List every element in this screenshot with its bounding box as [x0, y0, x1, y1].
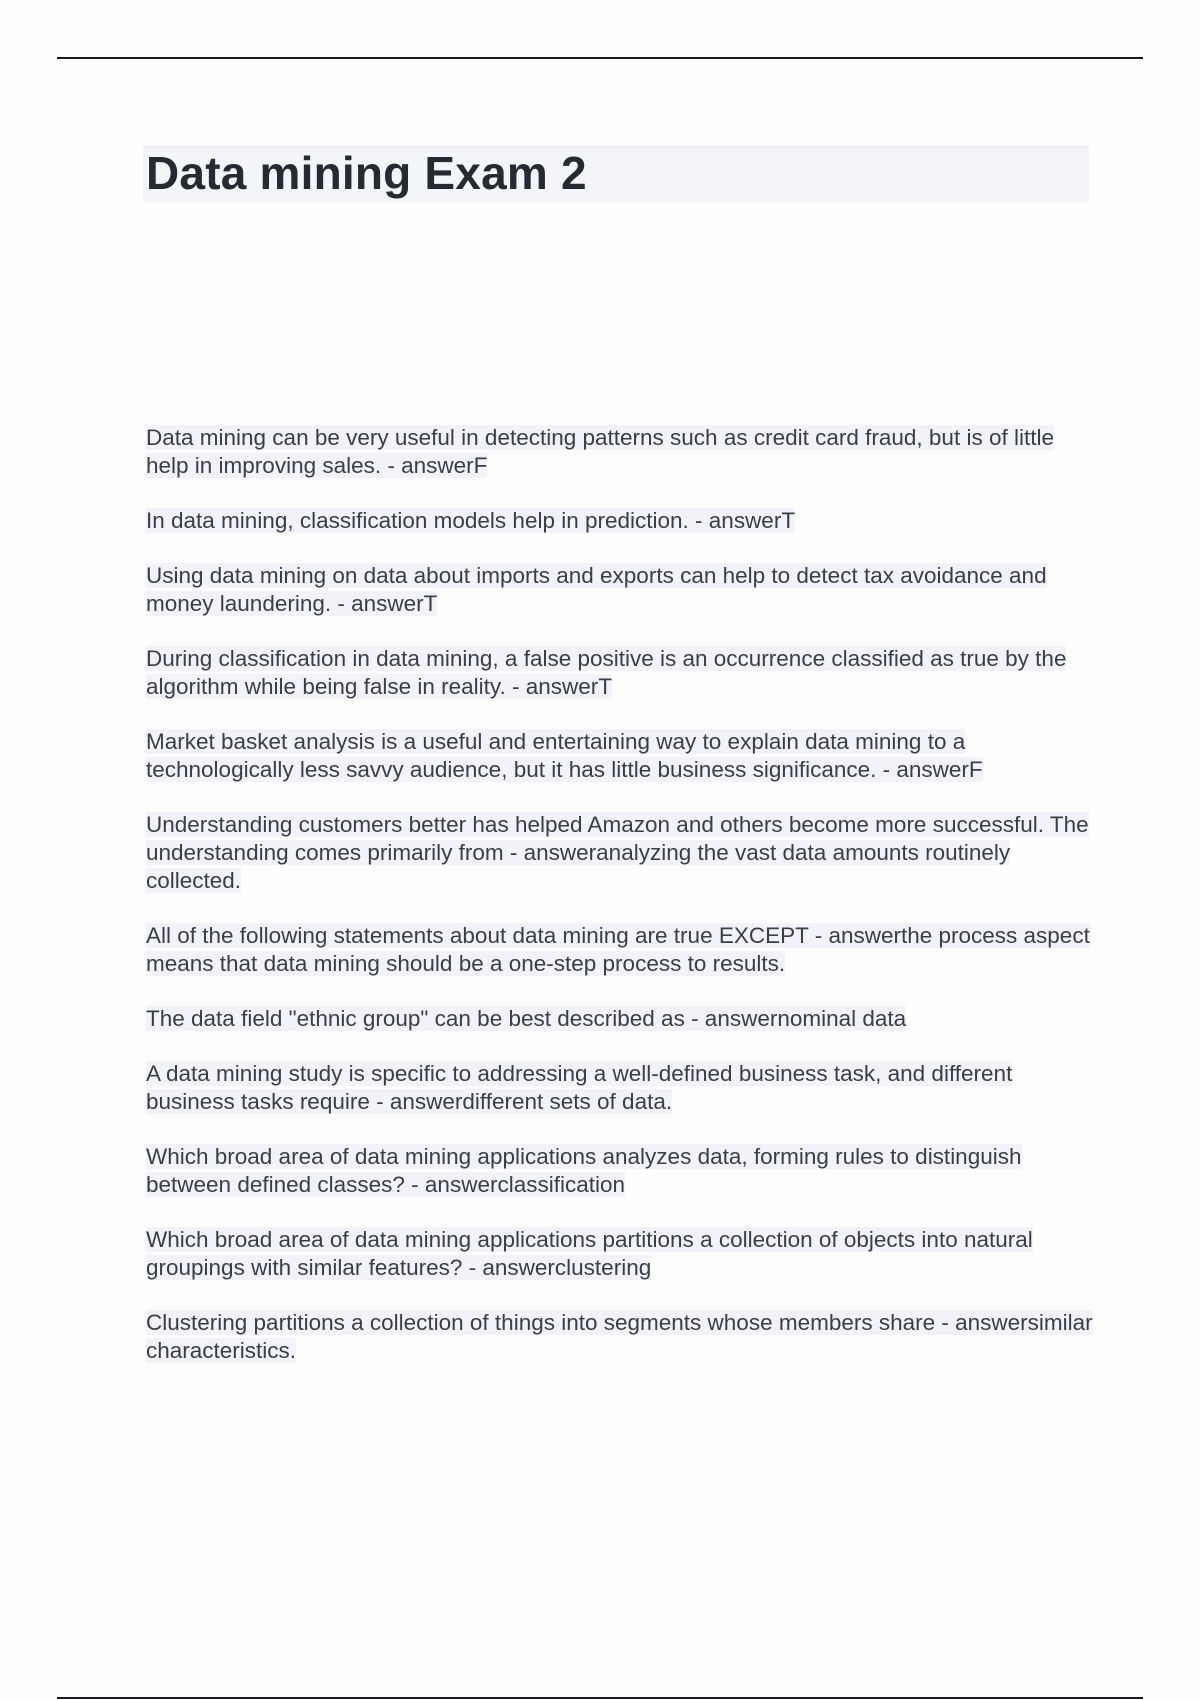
page-title: Data mining Exam 2	[146, 147, 587, 199]
qa-text: Which broad area of data mining applications partitions a collection of objects into natural groupings with similar features? - answerclustering	[146, 1227, 1033, 1280]
qa-text: A data mining study is specific to addressing a well-defined business task, and different business tasks require - answerdifferent sets of data.	[146, 1061, 1013, 1114]
qa-item	[146, 811, 1096, 895]
qa-text: Using data mining on data about imports and exports can help to detect tax avoidance and money laundering. - answerT	[146, 563, 1047, 616]
qa-item	[146, 1309, 1096, 1365]
qa-list	[146, 424, 1096, 1392]
qa-text: Market basket analysis is a useful and entertaining way to explain data mining to a technologically less savvy audience, but it has little business significance. - answerF	[146, 729, 983, 782]
qa-item	[146, 1143, 1096, 1199]
qa-item	[146, 507, 1096, 535]
qa-text: Data mining can be very useful in detecting patterns such as credit card fraud, but is of little help in improving sales. - answerF	[146, 425, 1054, 478]
qa-item	[146, 728, 1096, 784]
qa-text: Understanding customers better has helped Amazon and others become more successful. The understanding comes primarily from - answeranalyzing the vast data amounts routinely collected.	[146, 812, 1089, 893]
qa-text: Which broad area of data mining applications analyzes data, forming rules to distinguish between defined classes? - answerclassification	[146, 1144, 1022, 1197]
qa-item	[146, 645, 1096, 701]
qa-text: In data mining, classification models help in prediction. - answerT	[146, 508, 796, 533]
qa-text: During classification in data mining, a false positive is an occurrence classified as true by the algorithm while being false in reality. - answerT	[146, 646, 1067, 699]
qa-item	[146, 562, 1096, 618]
qa-item	[146, 1226, 1096, 1282]
qa-item	[146, 1060, 1096, 1116]
bottom-rule	[57, 1697, 1143, 1699]
qa-text: The data field "ethnic group" can be best described as - answernominal data	[146, 1006, 907, 1031]
qa-item	[146, 922, 1096, 978]
qa-text: Clustering partitions a collection of things into segments whose members share - answersimilar characteristics.	[146, 1310, 1093, 1363]
top-rule	[57, 57, 1143, 59]
qa-item	[146, 1005, 1096, 1033]
qa-item	[146, 424, 1096, 480]
qa-text: All of the following statements about data mining are true EXCEPT - answerthe process aspect means that data mining should be a one-step process to results.	[146, 923, 1090, 976]
